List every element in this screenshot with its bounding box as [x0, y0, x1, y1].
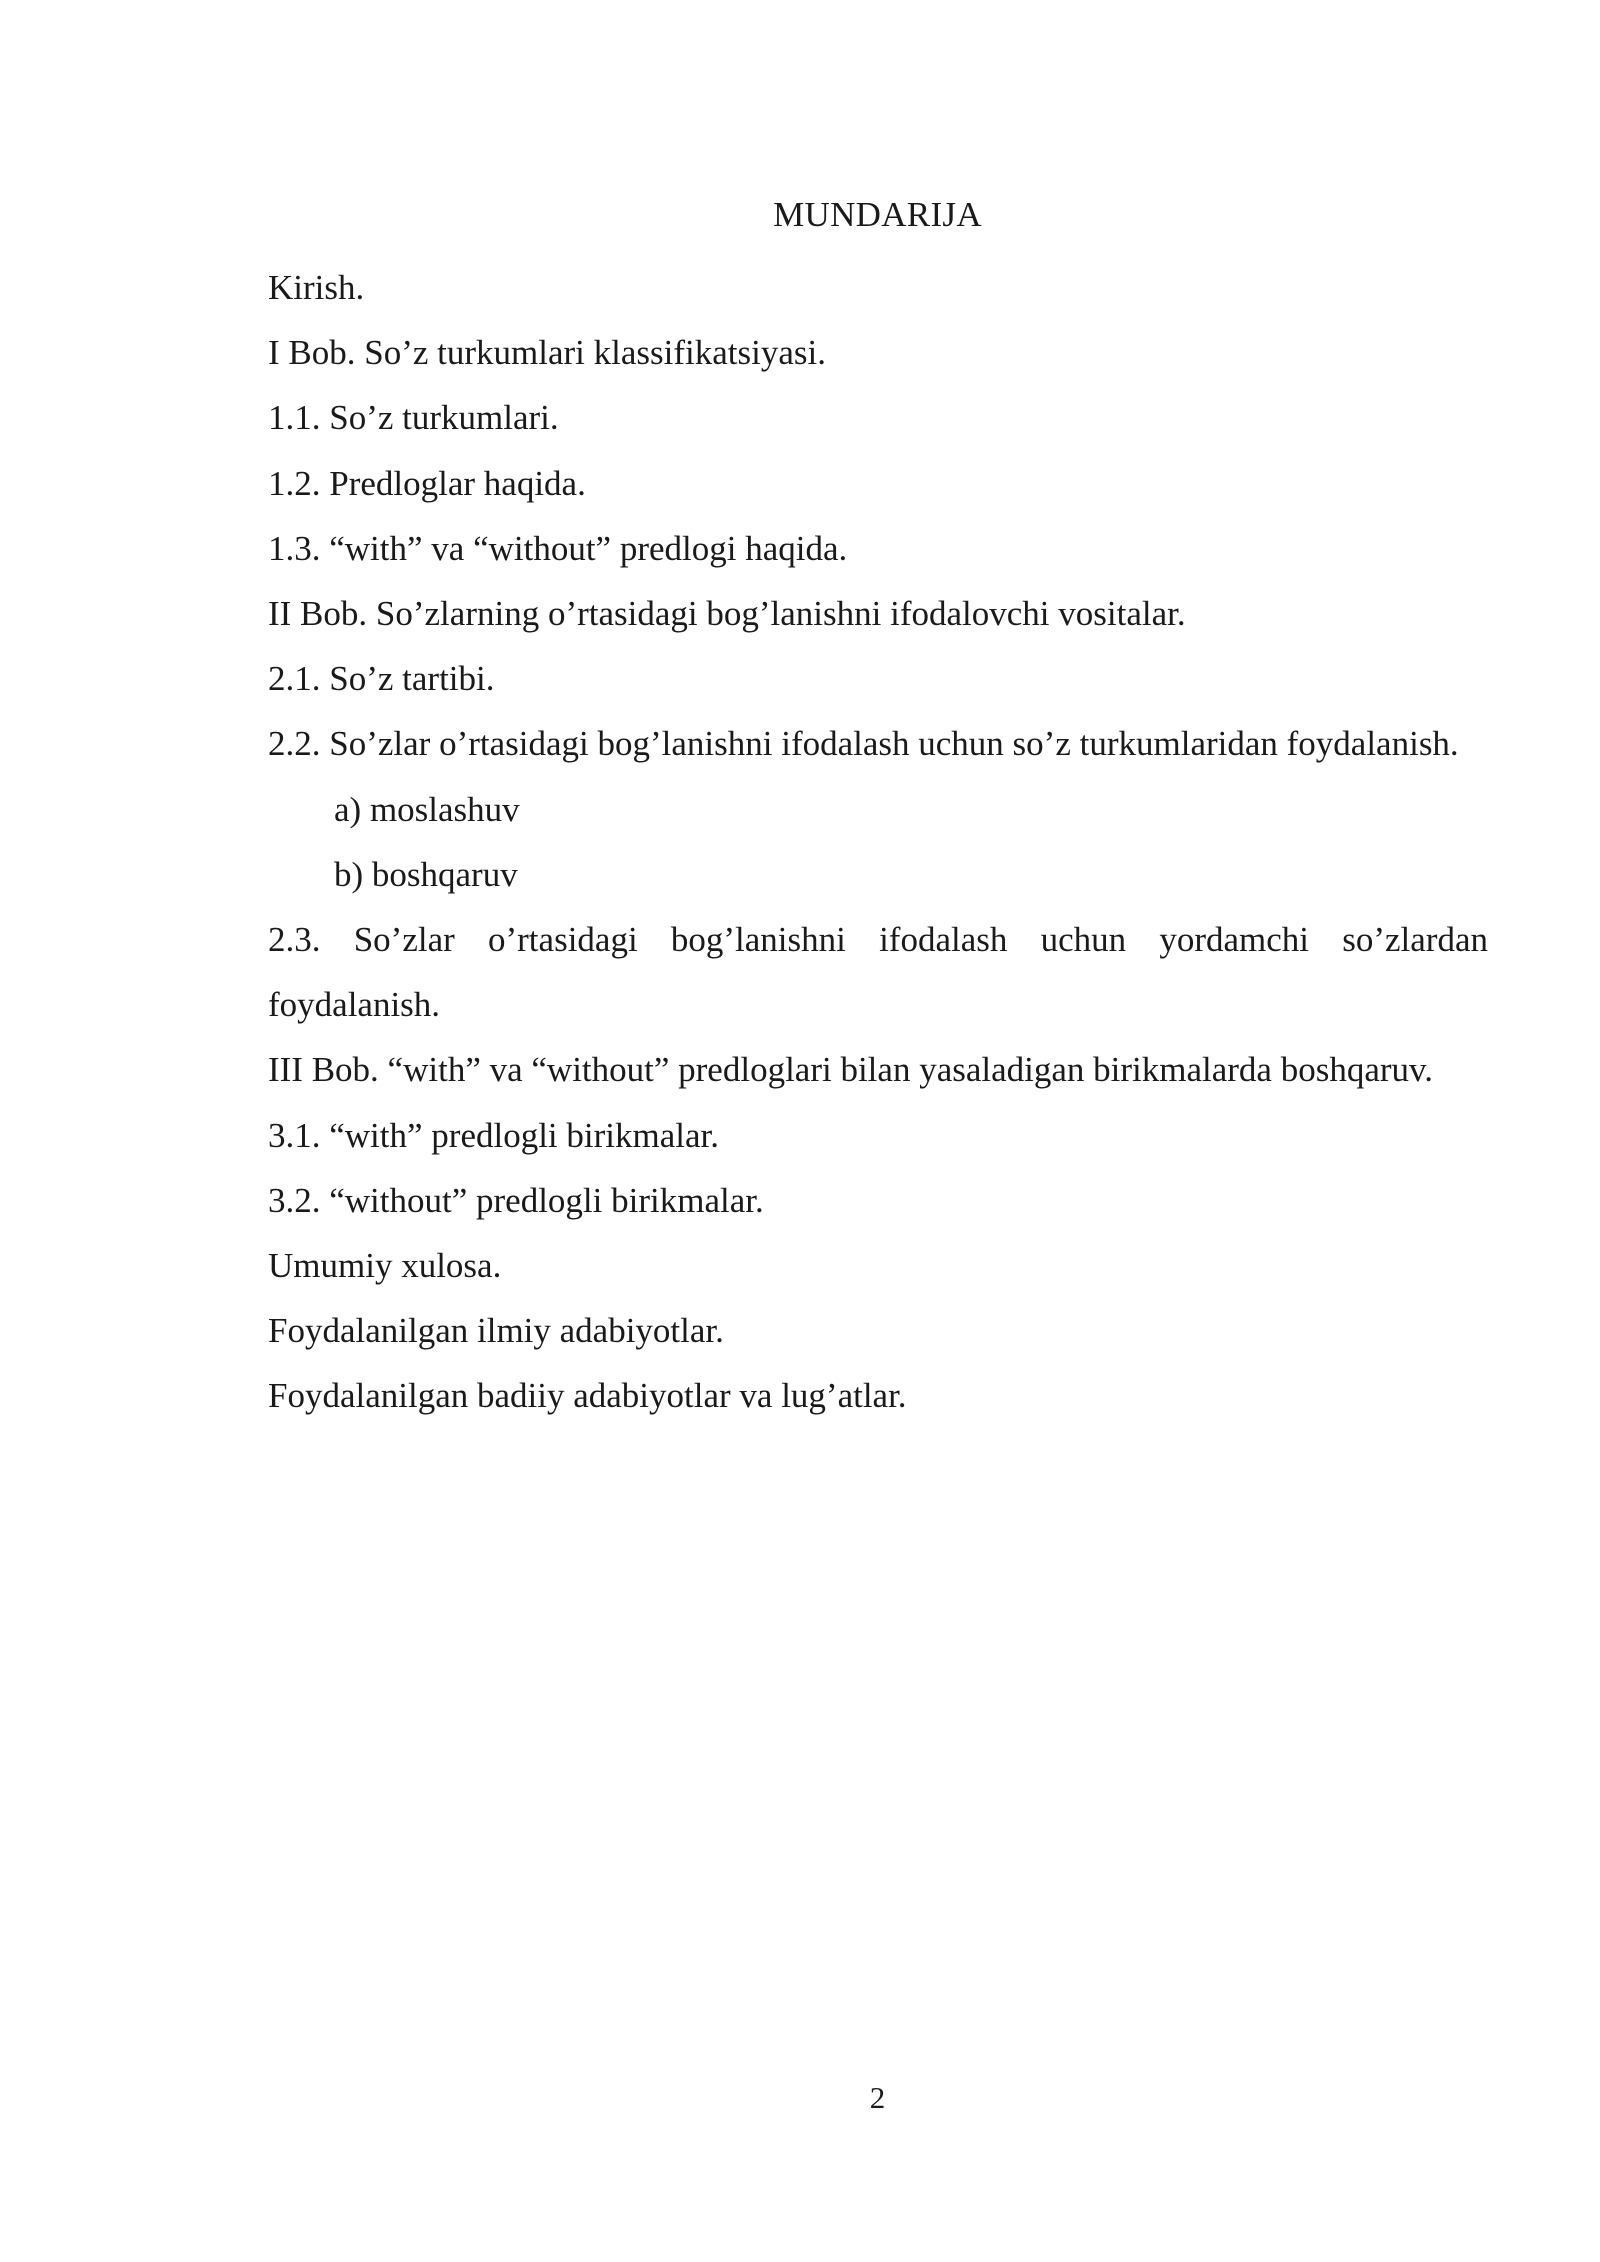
toc-entry: b) boshqaruv — [334, 854, 518, 894]
toc-entry: 1.3. “with” va “without” predlogi haqida. — [268, 528, 848, 568]
toc-entry: II Bob. So’zlarning o’rtasidagi bog’lanishni ifodalovchi vositalar. — [268, 594, 1186, 634]
toc-entry: 1.2. Predloglar haqida. — [268, 463, 586, 503]
toc-entry: 2.1. So’z tartibi. — [268, 659, 495, 699]
toc-entry: Foydalanilgan ilmiy adabiyotlar. — [268, 1311, 724, 1351]
toc-entry: a) moslashuv — [334, 789, 520, 829]
toc-entry: 1.1. So’z turkumlari. — [268, 398, 559, 438]
toc-entry: Kirish. — [268, 268, 365, 307]
page-number: 2 — [869, 2080, 886, 2115]
toc-entry: 2.3. So’zlar o’rtasidagi bog’lanishni ifodalash uchun yordamchi so’zlardan foydalanish. — [268, 920, 1488, 1025]
toc-entry: I Bob. So’z turkumlari klassifikatsiyasi. — [268, 333, 826, 373]
toc-entry: III Bob. “with” va “without” predloglari bilan yasaladigan birikmalarda boshqaruv. — [268, 1050, 1433, 1090]
page-title: MUNDARIJA — [773, 195, 982, 234]
table-of-contents — [268, 255, 1488, 1429]
toc-entry: 3.2. “without” predlogli birikmalar. — [268, 1180, 764, 1220]
toc-entry: 2.2. So’zlar o’rtasidagi bog’lanishni ifodalash uchun so’z turkumlaridan foydalanish. — [268, 724, 1459, 764]
toc-entry: 3.1. “with” predlogli birikmalar. — [268, 1115, 720, 1155]
toc-entry: Foydalanilgan badiiy adabiyotlar va lug’atlar. — [268, 1376, 907, 1416]
toc-entry: Umumiy xulosa. — [268, 1246, 502, 1286]
